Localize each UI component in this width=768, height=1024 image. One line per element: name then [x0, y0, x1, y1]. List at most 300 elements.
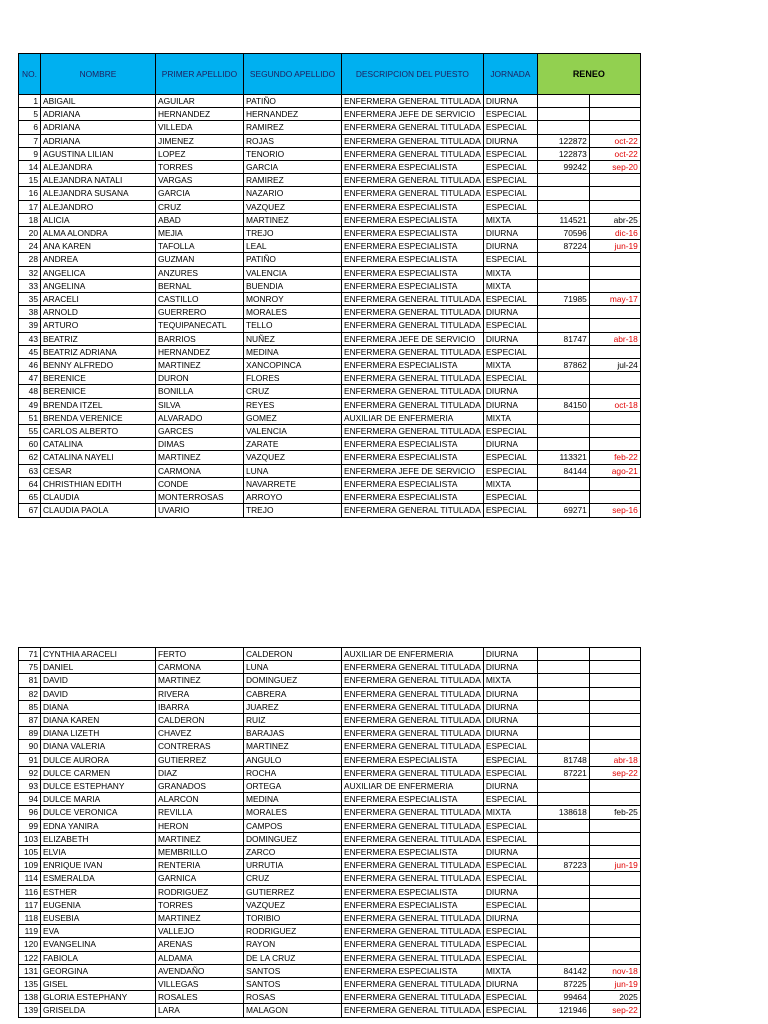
segundo-apellido-cell: JUAREZ [244, 700, 342, 713]
header-reneo: RENEO [537, 54, 640, 95]
puesto-cell: ENFERMERA ESPECIALISTA [342, 266, 484, 279]
primer-apellido-cell: MARTINEZ [156, 359, 244, 372]
no-cell: 64 [19, 477, 41, 490]
staff-table-2 [18, 647, 641, 1018]
header-descripcion-puesto: DESCRIPCION DEL PUESTO [342, 54, 484, 95]
reneo-number-cell: 121946 [537, 1004, 589, 1017]
reneo-number-cell: 81748 [537, 753, 589, 766]
no-cell: 82 [19, 687, 41, 700]
reneo-date-cell [589, 266, 640, 279]
reneo-date-cell [589, 174, 640, 187]
puesto-cell: ENFERMERA ESPECIALISTA [342, 227, 484, 240]
nombre-cell: BERENICE [41, 385, 156, 398]
primer-apellido-cell: ARENAS [156, 938, 244, 951]
puesto-cell: ENFERMERA GENERAL TITULADA [342, 978, 484, 991]
primer-apellido-cell: AVENDAÑO [156, 964, 244, 977]
puesto-cell: ENFERMERA GENERAL TITULADA [342, 147, 484, 160]
segundo-apellido-cell: MEDINA [244, 793, 342, 806]
puesto-cell: AUXILIAR DE ENFERMERIA [342, 648, 484, 661]
primer-apellido-cell: RIVERA [156, 687, 244, 700]
jornada-cell: DIURNA [483, 846, 537, 859]
jornada-cell: ESPECIAL [483, 174, 537, 187]
segundo-apellido-cell: MARTINEZ [244, 213, 342, 226]
primer-apellido-cell: JIMENEZ [156, 134, 244, 147]
no-cell: 32 [19, 266, 41, 279]
puesto-cell: ENFERMERA ESPECIALISTA [342, 491, 484, 504]
puesto-cell: ENFERMERA ESPECIALISTA [342, 477, 484, 490]
table-row [19, 951, 641, 964]
primer-apellido-cell: HERON [156, 819, 244, 832]
reneo-date-cell [589, 477, 640, 490]
table-1-body [19, 95, 641, 518]
reneo-date-cell [589, 727, 640, 740]
segundo-apellido-cell: CAMPOS [244, 819, 342, 832]
jornada-cell: ESPECIAL [483, 200, 537, 213]
jornada-cell: ESPECIAL [483, 425, 537, 438]
nombre-cell: GLORIA ESTEPHANY [41, 991, 156, 1004]
nombre-cell: CLAUDIA [41, 491, 156, 504]
segundo-apellido-cell: RUIZ [244, 714, 342, 727]
reneo-number-cell: 84150 [537, 398, 589, 411]
table-row [19, 411, 641, 424]
reneo-number-cell [537, 121, 589, 134]
segundo-apellido-cell: RAYON [244, 938, 342, 951]
reneo-date-cell [589, 872, 640, 885]
primer-apellido-cell: GUERRERO [156, 306, 244, 319]
nombre-cell: EVANGELINA [41, 938, 156, 951]
reneo-number-cell [537, 491, 589, 504]
table-row [19, 661, 641, 674]
segundo-apellido-cell: TREJO [244, 227, 342, 240]
puesto-cell: ENFERMERA GENERAL TITULADA [342, 872, 484, 885]
no-cell: 20 [19, 227, 41, 240]
puesto-cell: ENFERMERA JEFE DE SERVICIO [342, 108, 484, 121]
primer-apellido-cell: TORRES [156, 898, 244, 911]
header-segundo-apellido: SEGUNDO APELLIDO [244, 54, 342, 95]
puesto-cell: ENFERMERA GENERAL TITULADA [342, 859, 484, 872]
no-cell: 47 [19, 372, 41, 385]
nombre-cell: EUSEBIA [41, 912, 156, 925]
reneo-date-cell [589, 846, 640, 859]
table-row [19, 227, 641, 240]
nombre-cell: ALEJANDRA [41, 161, 156, 174]
table-row [19, 846, 641, 859]
nombre-cell: ALEJANDRO [41, 200, 156, 213]
jornada-cell: DIURNA [483, 885, 537, 898]
jornada-cell: ESPECIAL [483, 925, 537, 938]
puesto-cell: ENFERMERA ESPECIALISTA [342, 898, 484, 911]
reneo-date-cell [589, 687, 640, 700]
nombre-cell: CATALINA NAYELI [41, 451, 156, 464]
reneo-date-cell [589, 819, 640, 832]
primer-apellido-cell: ANZURES [156, 266, 244, 279]
reneo-number-cell [537, 95, 589, 108]
nombre-cell: DULCE CARMEN [41, 766, 156, 779]
jornada-cell: DIURNA [483, 227, 537, 240]
reneo-date-cell: ago-21 [589, 464, 640, 477]
jornada-cell: ESPECIAL [483, 108, 537, 121]
jornada-cell: DIURNA [483, 648, 537, 661]
no-cell: 114 [19, 872, 41, 885]
table-row [19, 859, 641, 872]
table-row [19, 872, 641, 885]
puesto-cell: AUXILIAR DE ENFERMERIA [342, 780, 484, 793]
primer-apellido-cell: SILVA [156, 398, 244, 411]
nombre-cell: ADRIANA [41, 121, 156, 134]
no-cell: 71 [19, 648, 41, 661]
reneo-number-cell [537, 898, 589, 911]
reneo-number-cell [537, 674, 589, 687]
table-row [19, 991, 641, 1004]
reneo-date-cell [589, 200, 640, 213]
nombre-cell: ALICIA [41, 213, 156, 226]
jornada-cell: MIXTA [483, 964, 537, 977]
table-row [19, 964, 641, 977]
primer-apellido-cell: AGUILAR [156, 95, 244, 108]
nombre-cell: GEORGINA [41, 964, 156, 977]
jornada-cell: DIURNA [483, 687, 537, 700]
jornada-cell: DIURNA [483, 134, 537, 147]
table-row [19, 293, 641, 306]
segundo-apellido-cell: NUÑEZ [244, 332, 342, 345]
table-row [19, 477, 641, 490]
segundo-apellido-cell: GARCIA [244, 161, 342, 174]
jornada-cell: ESPECIAL [483, 253, 537, 266]
jornada-cell: ESPECIAL [483, 832, 537, 845]
puesto-cell: ENFERMERA GENERAL TITULADA [342, 832, 484, 845]
reneo-date-cell: abr-25 [589, 213, 640, 226]
puesto-cell: ENFERMERA JEFE DE SERVICIO [342, 332, 484, 345]
puesto-cell: ENFERMERA GENERAL TITULADA [342, 95, 484, 108]
puesto-cell: ENFERMERA GENERAL TITULADA [342, 714, 484, 727]
jornada-cell: ESPECIAL [483, 951, 537, 964]
reneo-number-cell [537, 306, 589, 319]
puesto-cell: ENFERMERA GENERAL TITULADA [342, 674, 484, 687]
reneo-date-cell: abr-18 [589, 332, 640, 345]
puesto-cell: ENFERMERA ESPECIALISTA [342, 279, 484, 292]
primer-apellido-cell: TAFOLLA [156, 240, 244, 253]
puesto-cell: ENFERMERA ESPECIALISTA [342, 200, 484, 213]
no-cell: 103 [19, 832, 41, 845]
segundo-apellido-cell: MORALES [244, 806, 342, 819]
table-row [19, 753, 641, 766]
no-cell: 75 [19, 661, 41, 674]
no-cell: 85 [19, 700, 41, 713]
segundo-apellido-cell: ARROYO [244, 491, 342, 504]
no-cell: 96 [19, 806, 41, 819]
no-cell: 48 [19, 385, 41, 398]
no-cell: 15 [19, 174, 41, 187]
table-row [19, 504, 641, 517]
jornada-cell: DIURNA [483, 95, 537, 108]
segundo-apellido-cell: GUTIERREZ [244, 885, 342, 898]
primer-apellido-cell: VILLEDA [156, 121, 244, 134]
puesto-cell: ENFERMERA GENERAL TITULADA [342, 134, 484, 147]
primer-apellido-cell: CONTRERAS [156, 740, 244, 753]
puesto-cell: ENFERMERA GENERAL TITULADA [342, 293, 484, 306]
nombre-cell: ADRIANA [41, 134, 156, 147]
jornada-cell: ESPECIAL [483, 372, 537, 385]
primer-apellido-cell: DURON [156, 372, 244, 385]
table-row [19, 279, 641, 292]
puesto-cell: ENFERMERA ESPECIALISTA [342, 451, 484, 464]
reneo-date-cell [589, 491, 640, 504]
puesto-cell: ENFERMERA GENERAL TITULADA [342, 991, 484, 1004]
nombre-cell: GRISELDA [41, 1004, 156, 1017]
puesto-cell: ENFERMERA ESPECIALISTA [342, 213, 484, 226]
table-row [19, 425, 641, 438]
reneo-date-cell [589, 938, 640, 951]
no-cell: 60 [19, 438, 41, 451]
puesto-cell: ENFERMERA ESPECIALISTA [342, 240, 484, 253]
jornada-cell: ESPECIAL [483, 793, 537, 806]
no-cell: 105 [19, 846, 41, 859]
table-row [19, 187, 641, 200]
jornada-cell: MIXTA [483, 674, 537, 687]
no-cell: 90 [19, 740, 41, 753]
primer-apellido-cell: ALDAMA [156, 951, 244, 964]
jornada-cell: MIXTA [483, 359, 537, 372]
reneo-number-cell [537, 938, 589, 951]
reneo-number-cell [537, 319, 589, 332]
no-cell: 118 [19, 912, 41, 925]
nombre-cell: CLAUDIA PAOLA [41, 504, 156, 517]
reneo-number-cell: 87225 [537, 978, 589, 991]
primer-apellido-cell: LOPEZ [156, 147, 244, 160]
primer-apellido-cell: GRANADOS [156, 780, 244, 793]
no-cell: 45 [19, 345, 41, 358]
reneo-date-cell [589, 925, 640, 938]
table-row [19, 240, 641, 253]
table-row [19, 674, 641, 687]
table-row [19, 687, 641, 700]
no-cell: 24 [19, 240, 41, 253]
primer-apellido-cell: MEMBRILLO [156, 846, 244, 859]
primer-apellido-cell: DIAZ [156, 766, 244, 779]
puesto-cell: ENFERMERA ESPECIALISTA [342, 885, 484, 898]
no-cell: 35 [19, 293, 41, 306]
jornada-cell: MIXTA [483, 279, 537, 292]
table-row [19, 332, 641, 345]
jornada-cell: ESPECIAL [483, 872, 537, 885]
segundo-apellido-cell: RAMIREZ [244, 174, 342, 187]
reneo-date-cell [589, 345, 640, 358]
no-cell: 89 [19, 727, 41, 740]
puesto-cell: ENFERMERA GENERAL TITULADA [342, 819, 484, 832]
nombre-cell: ESMERALDA [41, 872, 156, 885]
header-no: NO. [19, 54, 41, 95]
table-row [19, 345, 641, 358]
jornada-cell: ESPECIAL [483, 464, 537, 477]
segundo-apellido-cell: NAVARRETE [244, 477, 342, 490]
jornada-cell: DIURNA [483, 780, 537, 793]
primer-apellido-cell: VARGAS [156, 174, 244, 187]
nombre-cell: BEATRIZ ADRIANA [41, 345, 156, 358]
reneo-date-cell [589, 372, 640, 385]
puesto-cell: ENFERMERA GENERAL TITULADA [342, 174, 484, 187]
reneo-date-cell [589, 187, 640, 200]
primer-apellido-cell: MONTERROSAS [156, 491, 244, 504]
puesto-cell: AUXILIAR DE ENFERMERIA [342, 411, 484, 424]
segundo-apellido-cell: BUENDIA [244, 279, 342, 292]
segundo-apellido-cell: TENORIO [244, 147, 342, 160]
reneo-number-cell: 122873 [537, 147, 589, 160]
reneo-date-cell [589, 951, 640, 964]
primer-apellido-cell: MARTINEZ [156, 912, 244, 925]
reneo-date-cell: sep-22 [589, 1004, 640, 1017]
nombre-cell: ANGELICA [41, 266, 156, 279]
table-row [19, 978, 641, 991]
nombre-cell: ALEJANDRA NATALI [41, 174, 156, 187]
no-cell: 7 [19, 134, 41, 147]
reneo-number-cell [537, 700, 589, 713]
reneo-number-cell: 87862 [537, 359, 589, 372]
puesto-cell: ENFERMERA GENERAL TITULADA [342, 806, 484, 819]
primer-apellido-cell: ALVARADO [156, 411, 244, 424]
primer-apellido-cell: ROSALES [156, 991, 244, 1004]
primer-apellido-cell: CARMONA [156, 661, 244, 674]
no-cell: 63 [19, 464, 41, 477]
no-cell: 55 [19, 425, 41, 438]
jornada-cell: ESPECIAL [483, 898, 537, 911]
table-row [19, 95, 641, 108]
jornada-cell: MIXTA [483, 411, 537, 424]
reneo-number-cell [537, 846, 589, 859]
reneo-date-cell [589, 306, 640, 319]
table-row [19, 213, 641, 226]
puesto-cell: ENFERMERA GENERAL TITULADA [342, 766, 484, 779]
jornada-cell: DIURNA [483, 398, 537, 411]
primer-apellido-cell: HERNANDEZ [156, 345, 244, 358]
nombre-cell: BENNY ALFREDO [41, 359, 156, 372]
segundo-apellido-cell: URRUTIA [244, 859, 342, 872]
segundo-apellido-cell: FLORES [244, 372, 342, 385]
jornada-cell: MIXTA [483, 213, 537, 226]
segundo-apellido-cell: CRUZ [244, 385, 342, 398]
table-row [19, 819, 641, 832]
primer-apellido-cell: ALARCON [156, 793, 244, 806]
reneo-date-cell [589, 279, 640, 292]
primer-apellido-cell: GARCIA [156, 187, 244, 200]
reneo-date-cell: sep-20 [589, 161, 640, 174]
table-2-body [19, 648, 641, 1018]
no-cell: 135 [19, 978, 41, 991]
nombre-cell: DULCE ESTEPHANY [41, 780, 156, 793]
primer-apellido-cell: MARTINEZ [156, 451, 244, 464]
reneo-number-cell: 138618 [537, 806, 589, 819]
no-cell: 87 [19, 714, 41, 727]
reneo-number-cell: 113321 [537, 451, 589, 464]
jornada-cell: ESPECIAL [483, 991, 537, 1004]
reneo-number-cell: 99464 [537, 991, 589, 1004]
nombre-cell: DIANA LIZETH [41, 727, 156, 740]
reneo-date-cell [589, 780, 640, 793]
primer-apellido-cell: UVARIO [156, 504, 244, 517]
no-cell: 81 [19, 674, 41, 687]
reneo-number-cell [537, 345, 589, 358]
nombre-cell: CESAR [41, 464, 156, 477]
table-row [19, 885, 641, 898]
reneo-number-cell [537, 253, 589, 266]
reneo-date-cell [589, 253, 640, 266]
reneo-number-cell [537, 279, 589, 292]
table-row [19, 174, 641, 187]
table-row [19, 266, 641, 279]
reneo-date-cell [589, 648, 640, 661]
primer-apellido-cell: IBARRA [156, 700, 244, 713]
table-row [19, 832, 641, 845]
segundo-apellido-cell: VALENCIA [244, 266, 342, 279]
reneo-date-cell: sep-22 [589, 766, 640, 779]
nombre-cell: ANGELINA [41, 279, 156, 292]
jornada-cell: DIURNA [483, 714, 537, 727]
no-cell: 119 [19, 925, 41, 938]
nombre-cell: EDNA YANIRA [41, 819, 156, 832]
jornada-cell: ESPECIAL [483, 319, 537, 332]
nombre-cell: DAVID [41, 687, 156, 700]
table-row [19, 648, 641, 661]
jornada-cell: ESPECIAL [483, 451, 537, 464]
no-cell: 109 [19, 859, 41, 872]
reneo-number-cell [537, 648, 589, 661]
puesto-cell: ENFERMERA GENERAL TITULADA [342, 1004, 484, 1017]
reneo-date-cell: oct-22 [589, 147, 640, 160]
reneo-number-cell [537, 425, 589, 438]
puesto-cell: ENFERMERA GENERAL TITULADA [342, 372, 484, 385]
table-row [19, 806, 641, 819]
segundo-apellido-cell: TORIBIO [244, 912, 342, 925]
jornada-cell: DIURNA [483, 661, 537, 674]
nombre-cell: ARTURO [41, 319, 156, 332]
jornada-cell: ESPECIAL [483, 187, 537, 200]
reneo-date-cell: feb-25 [589, 806, 640, 819]
no-cell: 94 [19, 793, 41, 806]
table-row [19, 372, 641, 385]
reneo-date-cell: feb-22 [589, 451, 640, 464]
segundo-apellido-cell: VAZQUEZ [244, 451, 342, 464]
nombre-cell: DIANA VALERIA [41, 740, 156, 753]
reneo-number-cell: 122872 [537, 134, 589, 147]
reneo-number-cell [537, 714, 589, 727]
reneo-date-cell [589, 425, 640, 438]
jornada-cell: MIXTA [483, 266, 537, 279]
reneo-date-cell [589, 438, 640, 451]
segundo-apellido-cell: DOMINGUEZ [244, 674, 342, 687]
table-row [19, 780, 641, 793]
reneo-date-cell [589, 319, 640, 332]
nombre-cell: BRENDA ITZEL [41, 398, 156, 411]
table-row [19, 306, 641, 319]
primer-apellido-cell: VILLEGAS [156, 978, 244, 991]
table-row [19, 200, 641, 213]
reneo-number-cell [537, 951, 589, 964]
table-row [19, 398, 641, 411]
no-cell: 6 [19, 121, 41, 134]
puesto-cell: ENFERMERA ESPECIALISTA [342, 359, 484, 372]
jornada-cell: ESPECIAL [483, 147, 537, 160]
table-row [19, 161, 641, 174]
puesto-cell: ENFERMERA GENERAL TITULADA [342, 425, 484, 438]
reneo-date-cell [589, 674, 640, 687]
segundo-apellido-cell: NAZARIO [244, 187, 342, 200]
jornada-cell: ESPECIAL [483, 491, 537, 504]
segundo-apellido-cell: RODRIGUEZ [244, 925, 342, 938]
primer-apellido-cell: CHAVEZ [156, 727, 244, 740]
nombre-cell: ALMA ALONDRA [41, 227, 156, 240]
table-row [19, 700, 641, 713]
puesto-cell: ENFERMERA GENERAL TITULADA [342, 345, 484, 358]
reneo-date-cell: sep-16 [589, 504, 640, 517]
